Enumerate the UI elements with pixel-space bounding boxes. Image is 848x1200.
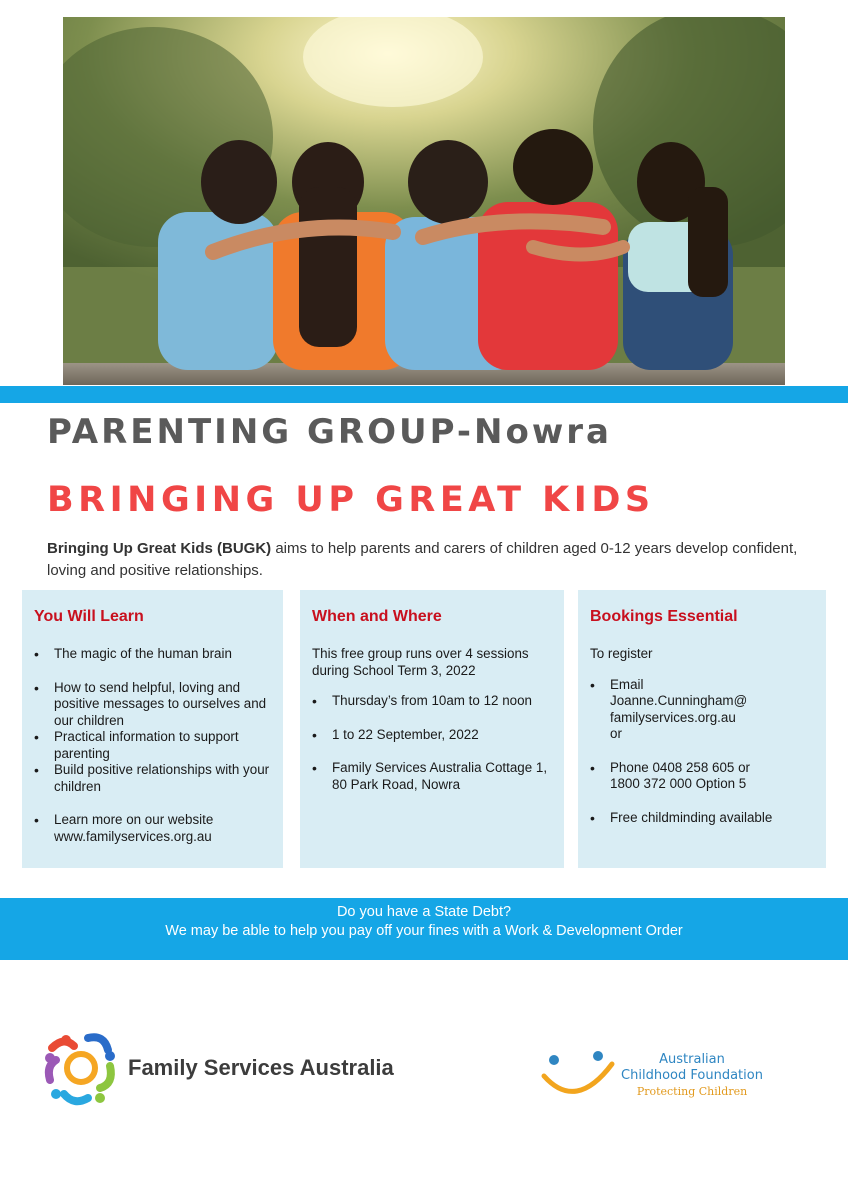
header-stripe (0, 386, 848, 403)
fsa-star-logo-icon (44, 1028, 118, 1113)
acf-line-3: Protecting Children (636, 1085, 748, 1098)
intro-paragraph (47, 538, 817, 582)
hero-photo (63, 17, 785, 385)
bookings-panel (578, 590, 826, 868)
bookings-intro: To register (590, 646, 653, 661)
list-item: • The magic of the human brain (34, 646, 271, 663)
when-intro: This free group runs over 4 sessions during School Term 3, 2022 (312, 646, 529, 678)
when-title: When and Where (312, 608, 442, 625)
intro-program-name: Bringing Up Great Kids (BUGK) (47, 540, 272, 557)
page-title: PARENTING GROUP-Nowra (47, 412, 612, 452)
list-item: • How to send helpful, loving and positive messages to ourselves and our children (34, 680, 271, 730)
acf-wordmark (620, 1052, 764, 1099)
acf-line-2: Childhood Foundation (621, 1068, 763, 1083)
list-item: • Free childminding available (590, 810, 814, 827)
bookings-title: Bookings Essential (590, 608, 738, 625)
banner-line-1: Do you have a State Debt? (336, 904, 512, 920)
list-item: • Build positive relationships with your children (34, 762, 271, 795)
learn-panel (22, 590, 283, 868)
list-item: • Phone 0408 258 605 or 1800 372 000 Option 5 (590, 760, 780, 793)
learn-title: You Will Learn (34, 608, 144, 625)
state-debt-banner (0, 898, 848, 960)
learn-list (34, 646, 271, 845)
intro-text: aims to help parents and carers of children aged 0-12 years develop confident, loving and positive relationships. (47, 540, 798, 579)
acf-smile-logo-icon (540, 1050, 616, 1107)
banner-line-2: We may be able to help you pay off your fines with a Work & Development Order (165, 923, 683, 939)
list-item: • Email Joanne.Cunningham@ familyservices.org.au or (590, 677, 750, 743)
acf-line-1: Australian (659, 1052, 725, 1067)
list-item: • 1 to 22 September, 2022 (312, 727, 552, 744)
when-list (312, 693, 552, 793)
bookings-list (590, 677, 814, 827)
list-item: • Thursday’s from 10am to 12 noon (312, 693, 552, 710)
program-title: BRINGING UP GREAT KIDS (47, 480, 655, 520)
list-item: • Family Services Australia Cottage 1, 80 Park Road, Nowra (312, 760, 552, 793)
when-panel (300, 590, 564, 868)
list-item: • Learn more on our website www.familyservices.org.au (34, 812, 271, 845)
list-item: • Practical information to support parenting (34, 729, 271, 762)
fsa-name: Family Services Australia (128, 1055, 394, 1080)
